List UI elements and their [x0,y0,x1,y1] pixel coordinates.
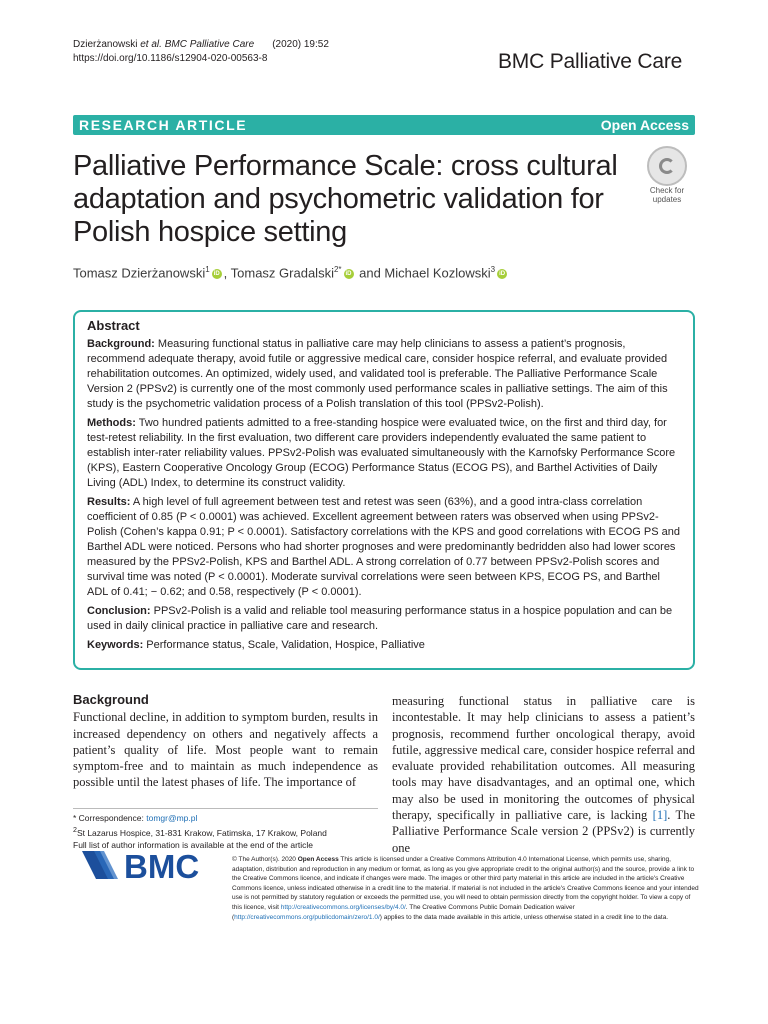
license-body: ) applies to the data made available in this article, unless otherwise stated in a credit line to the data. [379,913,669,921]
orcid-icon[interactable]: iD [345,270,352,277]
section-label: Methods: [87,417,136,429]
section-label: Background: [87,338,155,350]
doi-link[interactable]: https://doi.org/10.1186/s12904-020-00563-8 [73,53,268,64]
abstract-methods [87,416,681,491]
section-text: Performance status, Scale, Validation, Hospice, Palliative [143,639,425,651]
abstract-box [73,310,695,670]
body-left-column [73,692,378,791]
affiliation-text: St Lazarus Hospice, 31-831 Krakow, Fatimska, 17 Krakow, Poland [76,827,327,838]
abstract-background [87,337,681,412]
author-name: , Tomasz Gradalski [223,265,334,281]
citation-authors: Dzierżanowski [73,39,141,50]
orcid-icon[interactable]: iD [499,270,506,277]
section-text: PPSv2-Polish is a valid and reliable tool measuring performance status in a hospice population and can be used in daily clinical practice in palliative care and research. [87,605,673,632]
body-paragraph: measuring functional status in palliative care is incontestable. It may help clinicians to assess a patient’s prognosis, recommend further oncological therapy, avoid futile, aggressive medical care, consider hospice referral and evaluate provided rehabilitation outcomes. All measuring tools may have disadvantages, and an optimal one, which may also be used in monitoring the outcomes of physical therapy, specifically in palliative care, is lacking [392,694,695,823]
email-link[interactable]: tomgr@mp.pl [146,813,198,823]
check-updates-line2: updates [652,195,682,204]
full-list-note: Full list of author information is available at the end of the article [73,839,314,850]
bmc-logo [78,845,213,885]
section-label: Results: [87,496,131,508]
correspondence-label: * Correspondence: [73,813,147,823]
body-right-column [392,693,695,856]
waiver-link[interactable]: http://creativecommons.org/publicdomain/zero/1.0/ [234,913,380,921]
license-link[interactable]: http://creativecommons.org/licenses/by/4.0/ [280,903,406,911]
citation-header [73,38,329,66]
section-text: Two hundred patients admitted to a free-standing hospice were evaluated twice, on the first and third day, for test-retest reliability. In the first evaluation, two different care providers independently evaluated the same patient to establish inter-rater reliability values. PPSv2-Polish was evaluated simultaneously with the Karnofsky Performance Score (KPS), Eastern Cooperative Oncology Group (ECOG) Performance Status (ECOG PS), and Barthel Activities of Daily Living (ADL) Index, to determine its construct validity. [87,417,676,489]
abstract-conclusion [87,604,681,634]
author-name: Tomasz Dzierżanowski [73,265,206,281]
affiliation-sup: 2 [73,826,77,834]
citation-journal: et al. BMC Palliative Care [140,39,255,50]
copyright-text: © The Author(s). 2020 [232,856,298,863]
article-title: Palliative Performance Scale: cross cultural adaptation and psychometric validation for Polish hospice setting [73,150,618,248]
abstract-keywords [87,638,681,653]
open-access-bold: Open Access [297,856,339,863]
author-list [73,265,509,280]
author-name: and Michael Kozlowski [355,265,491,281]
author-affil-sup: 2* [333,265,342,274]
reference-link[interactable]: [1] [652,808,668,823]
article-type-label: RESEARCH ARTICLE [79,117,248,133]
correspondence-line [73,812,378,824]
article-type-bar [73,115,695,135]
refresh-icon [647,146,687,186]
abstract-heading: Abstract [87,318,140,333]
body-paragraph: . The Palliative Performance Scale version 2 (PPSv2) is currently one [392,808,695,855]
license-text [232,855,702,922]
author-affil-sup: 1 [205,265,210,274]
section-text: Measuring functional status in palliative care may help clinicians to assess a patient’s prognosis, recommend adequate therapy, avoid futile or aggressive medical care, consider hospice referral, and evaluate provided rehabilitation outcomes. An optimized, widely used, and validated tool is preferable. The Palliative Performance Scale Version 2 (PPSv2) is currently one of the most commonly used performance scales in palliative settings. The aim of this study is the psychometric validation process of a Polish translation of this tool (PPSv2-Polish). [87,338,668,410]
check-updates-line1: Check for [649,186,685,195]
section-text: A high level of full agreement between test and retest was seen (63%), and a good intra-class correlation coefficient of 0.85 (P < 0.0001) was achieved. Excellent agreement between raters was observed when using PPSv2-Polish (Cohen’s kappa 0.91; P < 0.0001). Satisfactory correlations with the KPS and good correlations with ECOG PS and Barthel ADL were noticed. Persons who had shorter prognoses and were predominantly bedridden also had lower scores measured by the PPSv2-Polish, KPS and Barthel ADL. A strong correlation of 0.77 between PPSv2-Polish scores and survival time was noted (P < 0.0001). Moderate survival correlations were seen between KPS, ECOG PS, and Barthel ADL of 0.41; − 0.62; and 0.58, respectively (P < 0.0001). [87,496,681,598]
section-label: Conclusion: [87,605,151,617]
orcid-icon[interactable]: iD [213,270,220,277]
logo-text: BMC [124,848,200,885]
section-heading: Background [73,692,149,707]
affiliation-line [73,824,378,839]
abstract-results [87,495,681,600]
body-paragraph: Functional decline, in addition to symptom burden, results in increased dependency on others and negatively affects a patient’s quality of life. Most people want to remain symptom-free and to maintain as much independence as possible until the latest phases of life. The importance of [73,710,378,790]
citation-line [73,38,329,52]
check-for-updates-button[interactable] [642,146,692,204]
journal-name: BMC Palliative Care [498,50,683,73]
license-body: This article is licensed under a Creative Commons Attribution 4.0 International License, which permits use, sharing, adaptation, distribution and reproduction in any medium or format, as long as you give appropriate credit to the original author(s) and the source, provide a link to the Creative Commons licence, and indicate if changes were made. The images or other third party material in this article are included in the article's Creative Commons licence, unless indicated otherwise in a credit line to the material. If material is not included in the article's Creative Commons licence and your intended use is not permitted by statutory regulation or exceeds the permitted use, you will need to obtain permission directly from the copyright holder. To view a copy of this licence, visit [232,856,699,911]
citation-year: (2020) 19:52 [272,39,329,50]
author-affil-sup: 3 [490,265,496,274]
section-label: Keywords: [87,639,144,651]
license-body: . The Creative Commons Public Domain Dedication waiver ( [232,903,575,921]
open-access-label: Open Access [600,117,689,133]
